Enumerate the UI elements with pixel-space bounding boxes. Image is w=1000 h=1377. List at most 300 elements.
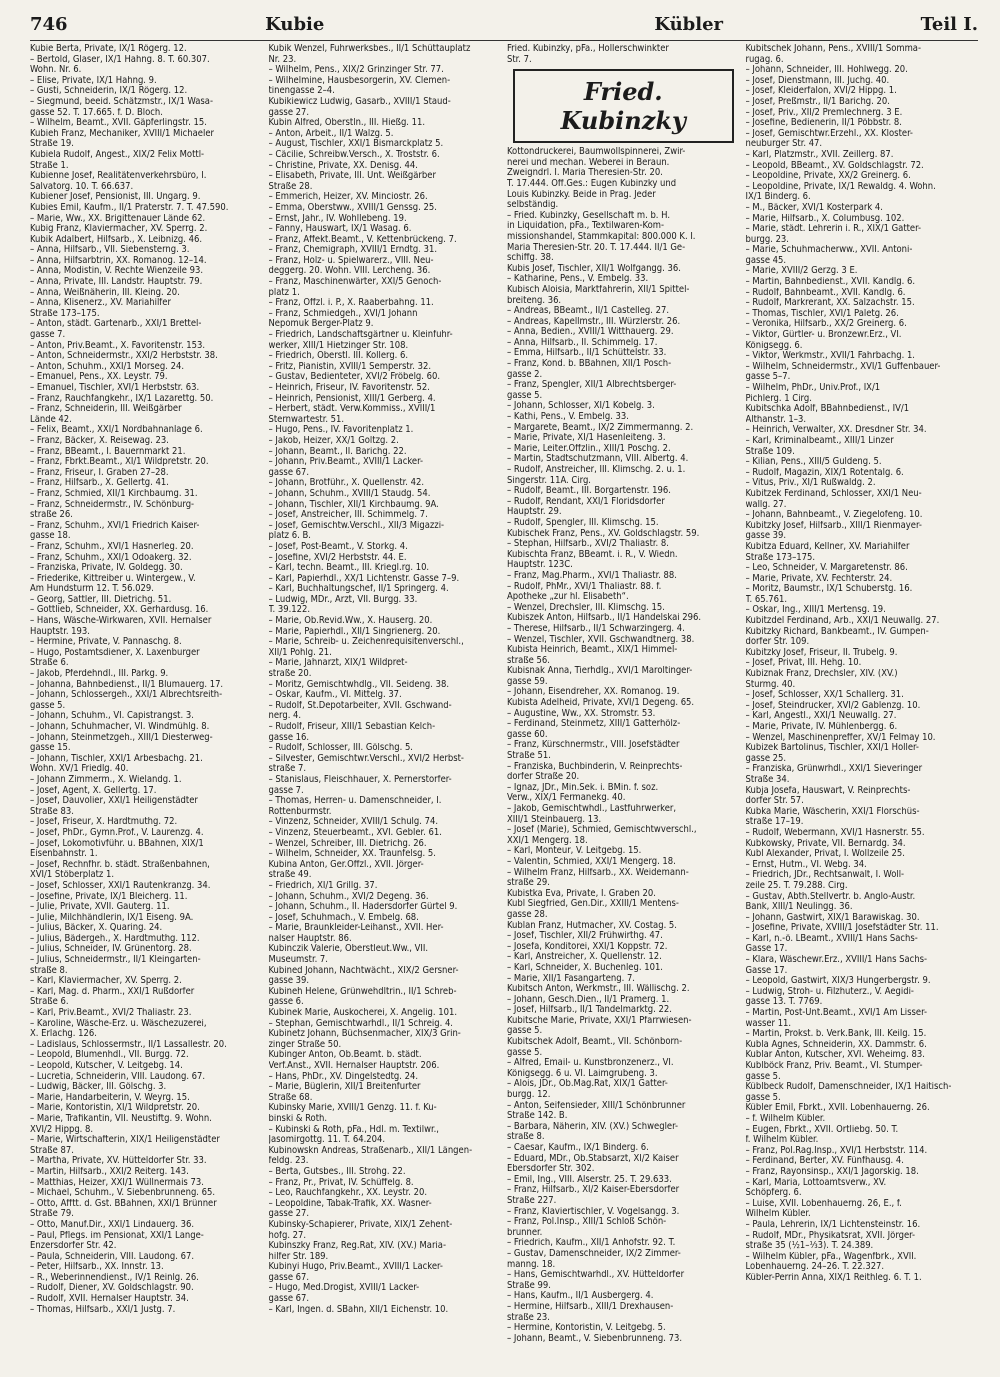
directory-entry: – Josef, Rechnfhr. b. städt. Straßenbahnen, (30, 859, 210, 870)
directory-entry: straße 49. (268, 870, 312, 881)
directory-entry: – Johann, Beamt., V. Siebenbrunneng. 73. (507, 1333, 683, 1344)
directory-entry: – Stephan, Gemischtwarhdl., II/1 Schreig. 4. (268, 1018, 453, 1029)
directory-entry: – Karl, Kriminalbeamt., XIII/1 Linzer (745, 435, 894, 446)
directory-entry: – Anna, Modistin, V. Rechte Wienzeile 93. (30, 266, 204, 277)
directory-entry: – Julie, Milchhändlerin, IX/1 Eiseng. 9A. (30, 912, 194, 923)
directory-entry: – Franz, Schmied, XII/1 Kirchbaumg. 31. (30, 488, 198, 499)
directory-entry: – Franz, Schuhm., XVI/1 Friedrich Kaiser- (30, 520, 200, 531)
directory-entry: Küblbeck Rudolf, Damenschneider, IX/1 Haitisch- (745, 1082, 952, 1093)
directory-entry: – Berta, Gutsbes., III. Strohg. 22. (268, 1166, 406, 1177)
directory-entry: Kubischta Franz, BBeamt. i. R., V. Wiedn. (507, 549, 678, 560)
directory-entry: – Friedrich, Kaufm., XII/1 Anhofstr. 92. T. (507, 1238, 676, 1249)
directory-entry: gasse 5. (507, 1026, 543, 1037)
directory-entry: Kubitsche Marie, Private, XXI/1 Pfarrwiesen- (507, 1015, 692, 1026)
directory-entry: – Anton, Arbeit., II/1 Walzg. 5. (268, 128, 394, 139)
directory-entry: – Wenzel, Schreiber, III. Dietrichg. 26. (268, 838, 427, 849)
directory-entry: Straße 99. (507, 1280, 551, 1291)
directory-entry: – Franz, Mag.Pharm., XVI/1 Thaliastr. 88. (507, 570, 677, 581)
directory-entry: – Christine, Private, XX. Denisg. 44. (268, 160, 418, 171)
header-keywords (265, 14, 723, 35)
directory-entry: Kubinyi Hugo, Priv.Beamt., XVIII/1 Lacker- (268, 1262, 443, 1273)
directory-entry: – Karl, Anstreicher, X. Quellenstr. 12. (507, 952, 662, 963)
directory-entry: – Marie, Schuhmacherww., XVII. Antoni- (745, 245, 913, 256)
directory-entry: – Josef, Dienstmann, III. Juchg. 40. (745, 75, 890, 86)
directory-entry: – Marie, Leiter.Offzlin., XIII/1 Poschg. 2. (507, 443, 671, 454)
directory-entry: – Michael, Schuhm., V. Siebenbrunneng. 65. (30, 1188, 216, 1199)
directory-entry: – Josefine, Private, IX/1 Bleicherg. 11. (30, 891, 188, 902)
directory-entry: – Marie, Schreib- u. Zeichenrequisitenverschl., (268, 637, 464, 648)
directory-entry: Kubienne Josef, Realitätenverkehrsbüro, I. (30, 171, 207, 182)
column-4 (746, 44, 979, 1369)
directory-entry: Wohn. Nr. 6. (30, 65, 82, 76)
directory-entry: T. 39.122. (268, 605, 311, 616)
directory-entry: straße 20. (268, 669, 312, 680)
directory-entry: Straße 28. (268, 181, 313, 192)
directory-entry: – Anton, Seifensieder, XIII/1 Schönbrunner (507, 1100, 686, 1111)
directory-entry: – Leo, Schneider, V. Margaretenstr. 86. (745, 563, 908, 574)
directory-entry: nerg. 4. (268, 711, 302, 722)
directory-entry: Hauptstr. 123C. (507, 560, 573, 571)
directory-entry: – Karl, Mag. d. Pharm., XXI/1 Rußdorfer (30, 986, 195, 997)
directory-entry: missionshandel, Stammkapital: 800.000 K. I. (507, 231, 696, 242)
directory-entry: – Vinzenz, Schneider, XVIII/1 Schulg. 74. (268, 817, 439, 828)
directory-entry: – Katharine, Pens., V. Embelg. 33. (507, 274, 649, 285)
directory-entry: Kubis Josef, Tischler, XII/1 Wolfgangg. 36. (507, 263, 681, 274)
directory-entry: gasse 2. (507, 369, 543, 380)
directory-entry: – Rudolf, Spengler, III. Klimschg. 15. (507, 517, 659, 528)
directory-entry: Kottondruckerei, Baumwollspinnerei, Zwir- (507, 147, 686, 158)
directory-entry: – Franz, Spengler, XII/1 Albrechtsberger- (507, 380, 677, 391)
directory-entry: – Viktor, Gürtler- u. Bronzewr.Erz., VI. (745, 330, 902, 341)
directory-entry: – Georg, Sattler, III. Dietrichg. 51. (30, 594, 172, 605)
directory-entry: Kubista Heinrich, Beamt., XIX/1 Himmel- (507, 645, 678, 656)
directory-entry: Kübler Emil, Fbrkt., XVII. Lobenhauerng. 26. (745, 1103, 930, 1114)
directory-entry: – Alois, JDr., Ob.Mag.Rat, XIX/1 Gatter- (507, 1079, 668, 1090)
directory-entry: – Franz, Hilfsarb., X. Gellertg. 41. (30, 478, 169, 489)
directory-entry: – Leopoldine, Private, XX/2 Greinerg. 6. (745, 171, 911, 182)
directory-entry: – Fanny, Hauswart, IX/1 Wasag. 6. (268, 224, 412, 235)
directory-entry: f. Wilhelm Kübler. (745, 1135, 819, 1146)
directory-entry: Kubischek Franz, Pens., XV. Goldschlagstr. 59. (507, 528, 700, 539)
directory-entry: – Anna, Private, III. Landstr. Hauptstr. 79. (30, 277, 203, 288)
directory-entry: – Heinrich, Friseur, IV. Favoritenstr. 52. (268, 383, 430, 393)
directory-entry: Kubinowskn Andreas, Straßenarb., XII/1 Längen- (268, 1145, 473, 1156)
directory-entry: dorfer Str. 57. (745, 796, 804, 807)
directory-entry: gasse 39. (745, 531, 787, 542)
directory-entry: Kubitschek Johann, Pens., XVIII/1 Somma- (745, 44, 922, 54)
directory-entry: Kubiszek Anton, Hilfsarb., II/1 Handelskai 296. (507, 613, 702, 624)
directory-entry: Straße 87. (30, 1145, 74, 1156)
directory-entry: gasse 27. (268, 1209, 310, 1220)
directory-entry: – Kubinski & Roth, pFa., Hdl. m. Textilwr., (268, 1124, 439, 1135)
directory-entry: – Hermine, Private, V. Pannaschg. 8. (30, 637, 182, 648)
directory-entry: – Franz, Rauchfangkehr., IX/1 Lazarettg. 50. (30, 393, 214, 404)
directory-entry: Kubista Adelheid, Private, XVI/1 Degeng. 65. (507, 698, 695, 709)
directory-entry: gasse 18. (30, 531, 71, 542)
directory-entry: – Franz, Kond. b. BBahnen, XII/1 Posch- (507, 359, 672, 370)
directory-entry: nerei und mechan. Weberei in Beraun. (507, 157, 670, 168)
directory-entry: – Josef, PhDr., Gymn.Prof., V. Laurenzg. 4. (30, 827, 204, 838)
directory-entry: – Franz, Pr., Privat, IV. Schüffelg. 8. (268, 1177, 414, 1188)
directory-entry: platz 1. (268, 287, 300, 298)
directory-entry: – Leopoldine, Private, IX/1 Rewaldg. 4. Wohn. (745, 181, 936, 192)
directory-entry: – Marie, Handarbeiterin, V. Weyrg. 15. (30, 1092, 190, 1103)
directory-entry: Straße 173–175. (745, 552, 816, 563)
directory-entry: – Johann, Schneider, III. Hohlwegg. 20. (745, 65, 908, 76)
directory-entry: – Wilhelm, Schneidermstr., XVI/1 Guffenbauer- (745, 361, 941, 372)
directory-entry: – Franz, Affekt.Beamt., V. Kettenbrückeng. 7. (268, 234, 457, 245)
directory-entry: – August, Tischler, XXI/1 Bismarckplatz 5. (268, 139, 444, 150)
directory-entry: – Marie, XII/1 Fasangarteng. 7. (507, 973, 635, 984)
directory-entry: Kubikiewicz Ludwig, Gasarb., XVIII/1 Staud- (268, 96, 451, 107)
directory-entry: – Marie, Ob.Revid.Ww., X. Hauserg. 20. (268, 616, 433, 627)
directory-entry: – Heinrich, Verwalter, XX. Dresdner Str. 34. (745, 425, 927, 436)
directory-entry: Bank, XIII/1 Neulingg. 36. (745, 902, 853, 913)
directory-entry: – Paul, Pflegs. im Pensionat, XXI/1 Lange- (30, 1230, 204, 1241)
directory-entry: – Anton, Priv.Beamt., X. Favoritenstr. 153. (30, 340, 206, 351)
directory-entry: – Friederike, Kittreiber u. Wintergew., V. (30, 573, 196, 584)
directory-entry: Kubitzky Richard, Bankbeamt., IV. Gumpen- (745, 626, 929, 637)
directory-entry: – Johann, Schlossergeh., XXI/1 Albrechtsreith- (30, 690, 223, 701)
directory-entry: burgg. 23. (745, 234, 789, 245)
directory-entry: Kubinczik Valerie, Oberstleut.Ww., VII. (268, 944, 429, 955)
directory-entry: – Franz, Rayonsinsp., XXI/1 Jagorskig. 18. (745, 1166, 919, 1177)
directory-entry: – Klara, Wäschewr.Erz., XVIII/1 Hans Sachs- (745, 955, 928, 966)
directory-entry: IX/1 Binderg. 6. (745, 192, 811, 203)
directory-entry: – Stephan, Hilfsarb., XVI/2 Thaliastr. 8. (507, 539, 669, 550)
directory-entry: – Johann, Gesch.Dien., II/1 Pramerg. 1. (507, 994, 670, 1005)
directory-entry: – Franz, Pol.Rag.Insp., XVI/1 Herbststr. 114. (745, 1145, 928, 1156)
directory-entry: – R., Weberinnendienst., IV/1 Reinlg. 26. (30, 1272, 199, 1283)
directory-entry: – Ludwig, Stroh- u. Filzhuterz., V. Aegidi- (745, 986, 914, 997)
directory-entry: Pichlerg. 1 Cirg. (745, 393, 812, 404)
directory-entry: Kubitschka Adolf, BBahnbedienst., IV/1 (745, 404, 910, 415)
directory-entry: – Valentin, Schmied, XXI/1 Mengerg. 18. (507, 856, 676, 867)
directory-entry: – Thomas, Tischler, XVI/1 Paletg. 26. (745, 308, 899, 319)
directory-entry: gasse 28. (507, 909, 548, 920)
column-3 (507, 44, 740, 1369)
directory-entry: – Marie, städt. Lehrerin i. R., XIX/1 Gatter- (745, 224, 922, 235)
header-rule (30, 40, 978, 41)
directory-entry: – Franz, Bäcker, X. Reisewag. 23. (30, 435, 169, 446)
directory-entry: Kubined Johann, Nachtwächt., XIX/2 Gersner- (268, 965, 459, 976)
directory-entry: Kubineh Helene, Grünwehdltrin., II/1 Schreb- (268, 986, 457, 997)
directory-entry: gasse 5. (745, 1092, 781, 1103)
directory-entry: – Martin, Hilfsarb., XXI/2 Reiterg. 143. (30, 1166, 189, 1177)
directory-entry: gasse 16. (268, 732, 310, 743)
directory-entry: – Josef, Priv., XII/2 Premlechnerg. 3 E. (745, 107, 903, 118)
directory-entry: dorfer Str. 109. (745, 637, 810, 648)
directory-entry: Sturmg. 40. (745, 679, 796, 690)
directory-entry: gasse 25. (745, 753, 787, 764)
directory-entry: Louis Kubinzky. Beide in Prag. Jeder (507, 189, 656, 200)
directory-entry: – Karl, Papierhdl., XX/1 Lichtenstr. Gasse 7–9. (268, 573, 460, 584)
directory-entry: Wohn. XV/1 Friedlg. 40. (30, 764, 129, 775)
directory-entry: – Marie, Wirtschafterin, XIX/1 Heiligenstädter (30, 1135, 220, 1146)
directory-entry: – Marie, Private, XV. Fechterstr. 24. (745, 573, 893, 584)
directory-entry: – Vitus, Priv., XI/1 Rußwaldg. 2. (745, 478, 876, 489)
directory-entry: – Leo, Rauchfangkehr., XX. Leystr. 20. (268, 1188, 428, 1199)
directory-entry: – Silvester, Gemischtwr.Verschl., XVI/2 Herbst- (268, 753, 464, 764)
directory-entry: XXI/1 Mengerg. 18. (507, 835, 588, 846)
directory-entry: Eisenbahnstr. 1. (30, 849, 98, 860)
directory-entry: – Matthias, Heizer, XXI/1 Wüllnermais 73. (30, 1177, 204, 1188)
directory-entry: – Elisabeth, Private, III. Unt. Weißgärber (268, 171, 436, 182)
directory-entry: straße 23. (507, 1312, 550, 1323)
directory-entry: – Wenzel, Tischler, XVII. Gschwandtnerg. 38. (507, 634, 695, 645)
directory-entry: – Hans, Wäsche-Wirkwaren, XVII. Hernalser (30, 616, 212, 627)
directory-entry: Kubiener Josef, Pensionist, III. Ungarg. 9. (30, 192, 201, 203)
directory-entry: platz 6. B. (268, 531, 311, 542)
directory-entry: – Rudolf, Diener, XV. Goldschlagstr. 90. (30, 1283, 194, 1294)
directory-entry: – Peter, Hilfsarb., XX. Innstr. 13. (30, 1262, 164, 1273)
directory-entry: – Franz, Pol.Insp., XIII/1 Schloß Schön- (507, 1217, 667, 1228)
directory-entry: – Franz, Hilfsarb., XI/2 Kaiser-Ebersdorfer (507, 1185, 680, 1196)
directory-entry: – Josef, Preßmstr., II/1 Barichg. 20. (745, 96, 890, 107)
directory-entry: – Josef, Schlosser, XXI/1 Rautenkranzg. 34. (30, 880, 211, 891)
directory-entry: – Therese, Hilfsarb., II/1 Schwarzingerg. 4. (507, 623, 685, 634)
directory-entry: – Rudolf, Bahnbeamt., XVII. Kandlg. 6. (745, 287, 906, 298)
directory-entry: – Karl, Ingen. d. SBahn, XII/1 Eichenstr. 10. (268, 1304, 449, 1315)
directory-entry: – Luise, XVII. Lobenhauerng. 26, E., f. (745, 1198, 902, 1209)
directory-entry: tinengasse 2–4. (268, 86, 335, 97)
directory-entry: Kublan Franz, Hutmacher, XV. Costag. 5. (507, 920, 677, 931)
directory-entry: Kubisnak Anna, Tierhdlg., XVI/1 Maroltinger- (507, 666, 693, 677)
directory-entry: – Rudolf, Webermann, XVI/1 Hasnerstr. 55. (745, 827, 925, 838)
directory-entry: – Emanuel, Pens., XX. Leystr. 79. (30, 372, 168, 383)
directory-entry: Str. 7. (507, 54, 532, 65)
directory-entry: – Rudolf, Friseur, XIII/1 Sebastian Kelch- (268, 722, 436, 732)
directory-entry: – Oskar, Kaufm., VI. Mittelg. 37. (268, 690, 402, 701)
directory-entry: Kubiela Rudolf, Angest., XIX/2 Felix Mottl- (30, 149, 205, 160)
directory-entry: gasse 5. (745, 1071, 781, 1082)
directory-entry: – Margarete, Beamt., IX/2 Zimmermanng. 2. (507, 422, 694, 433)
directory-entry: Kubl Siegfried, Gen.Dir., XXIII/1 Mentens- (507, 899, 679, 910)
directory-entry: Kubitzky Josef, Friseur, II. Trubelg. 9. (745, 647, 898, 658)
directory-entry: – Julius, Bädergeh., X. Hardtmuthg. 112. (30, 933, 200, 944)
directory-entry: – Jakob, Gemischtwhdl., Lastfuhrwerker, (507, 804, 677, 814)
directory-entry: straße 26. (30, 510, 73, 521)
directory-entry: – Friedrich, Landschaftsgärtner u. Kleinfuhr- (268, 330, 453, 341)
directory-entry: Kubinszky Franz, Reg.Rat, XIV. (XV.) Maria- (268, 1241, 446, 1252)
directory-entry: – Gusti, Schneiderin, IX/1 Rögerg. 12. (30, 86, 188, 97)
directory-entry: XIII/1 Steinbauerg. 13. (507, 814, 602, 825)
directory-entry: gasse 7. (30, 330, 66, 341)
directory-entry: gasse 67. (268, 1272, 310, 1283)
directory-entry: – Gustav, Abth.Stellvertr. b. Anglo-Austr. (745, 891, 916, 902)
directory-entry: Kubinek Marie, Auskocherei, X. Angelig. 101. (268, 1008, 458, 1019)
directory-entry: Kubkowsky, Private, VII. Bernardg. 34. (745, 838, 906, 849)
volume-label: Teil I. (920, 13, 978, 35)
directory-entry: – Hans, Gemischtwarhdl., XV. Hütteldorfer (507, 1270, 685, 1281)
directory-entry: – Leopold, Kutscher, V. Leitgebg. 14. (30, 1061, 183, 1071)
directory-entry: – Marie, Jahnarzt, XIX/1 Wildpret- (268, 658, 408, 669)
directory-entry: – Ferdinand, Steinmetz, XIII/1 Gatterhölz- (507, 719, 681, 730)
directory-entry: – Martin, Bahnbedienst., XVII. Kandlg. 6. (745, 277, 916, 288)
directory-entry: feldg. 23. (268, 1156, 309, 1167)
directory-entry: neuburger Str. 47. (745, 139, 823, 150)
directory-entry: – Rudolf, Schlosser, III. Gölschg. 5. (268, 743, 413, 754)
directory-entry: straße 17–19. (745, 817, 804, 828)
directory-entry: dorfer Straße 20. (507, 772, 580, 783)
directory-entry: – Wenzel, Drechsler, III. Klimschg. 15. (507, 602, 665, 613)
directory-entry: brunner. (507, 1227, 543, 1238)
directory-entry: – Julius, Bäcker, X. Quaring. 24. (30, 923, 163, 934)
directory-entry: Kubitschek Adolf, Beamt., VII. Schönborn- (507, 1037, 683, 1048)
directory-entry: – Martin, Stadtschutzmann, VIII. Albertg. 4. (507, 454, 689, 465)
directory-entry: – Johann, Schlosser, XI/1 Kobelg. 3. (507, 401, 655, 412)
directory-entry: Kubinsky Marie, XVIII/1 Genzg. 11. f. Ku- (268, 1103, 437, 1114)
directory-entry: breiteng. 36. (507, 295, 562, 306)
directory-entry: – Wilhelm Kübler, pFa., Wagenfbrk., XVII. (745, 1251, 917, 1262)
directory-entry: Kubies Emil, Kaufm., II/1 Praterstr. 7. T. 47.590. (30, 202, 229, 213)
directory-entry: Kubja Josefa, Hauswart, V. Reinprechts- (745, 785, 911, 796)
directory-entry: X. Erlachg. 126. (30, 1029, 97, 1040)
directory-entry: – Anna, Hilfsarb., VII. Siebensterng. 3. (30, 245, 190, 256)
directory-entry: – Anna, Klisenerz., XV. Mariahilfer (30, 298, 171, 309)
directory-entry: – Anna, Hilfsarb., II. Schimmelg. 17. (507, 337, 658, 348)
directory-entry: gasse 67. (268, 1294, 310, 1305)
directory-entry: Königsegg. 6. (745, 340, 803, 351)
directory-entry: hofg. 27. (268, 1230, 307, 1241)
directory-entry: – Franz, Maschinenwärter, XXI/5 Genoch- (268, 277, 442, 288)
directory-entry: Salvatorg. 10. T. 66.637. (30, 181, 134, 192)
directory-entry: Kubitza Eduard, Kellner, XV. Mariahilfer (745, 541, 910, 552)
directory-entry: straße 8. (30, 965, 68, 976)
directory-entry: – Karoline, Wäsche-Erz. u. Wäschezuzerei, (30, 1018, 207, 1029)
directory-entry: Kublböck Franz, Priv. Beamt., VI. Stumper- (745, 1061, 923, 1071)
directory-entry: – Moritz, Baumstr., IX/1 Schuberstg. 16. (745, 584, 913, 595)
directory-entry: – M., Bäcker, XVI/1 Kosterpark 4. (745, 202, 883, 213)
directory-entry: XVI/2 Hippg. 8. (30, 1124, 94, 1135)
directory-entry: – Julius, Schneider, IV. Grünentorg. 28. (30, 944, 192, 955)
directory-entry: – Josef, Schuhmach., V. Embelg. 68. (268, 912, 419, 923)
directory-entry: gasse 5. (30, 700, 66, 711)
directory-entry: hilfer Str. 189. (268, 1251, 329, 1262)
directory-entry: – Josef, Dauvolier, XXI/1 Heiligenstädter (30, 796, 198, 807)
directory-entry: – Martin, Post-Unt.Beamt., XVI/1 Am Lisser- (745, 1008, 928, 1019)
directory-entry: – Josefine, Bedienerin, II/1 Pöbbstr. 8. (745, 118, 902, 129)
directory-entry: Lände 42. (30, 414, 72, 425)
directory-entry: – Rudolf, PhMr., XVI/1 Thaliastr. 88. f. (507, 581, 662, 592)
directory-entry: – Fritz, Pianistin, XVIII/1 Semperstr. 32. (268, 361, 432, 372)
directory-entry: – Franz, Friseur, I. Graben 27–28. (30, 467, 169, 478)
directory-entry: – Rudolf, MDr., Physikatsrat, XVII. Jörger- (745, 1230, 916, 1241)
directory-entry: Straße 83. (30, 806, 74, 817)
directory-entry: – Martha, Private, XV. Hütteldorfer Str. 33. (30, 1156, 207, 1167)
directory-entry: Enzersdorfer Str. 42. (30, 1241, 117, 1252)
directory-entry: Straße 79. (30, 1209, 74, 1220)
directory-entry: Kubistka Eva, Private, I. Graben 20. (507, 888, 656, 899)
directory-entry: – Franz, Offzl. i. P., X. Raaberbahng. 11. (268, 298, 434, 309)
directory-entry: – Viktor, Werkmstr., XVII/1 Fahrbachg. 1. (745, 351, 915, 362)
directory-entry: Kubina Anton, Ger.Offzl., XVII. Jörger- (268, 859, 424, 870)
directory-entry: gasse 39. (268, 976, 310, 987)
directory-entry: Am Hundsturm 12. T. 56.029. (30, 584, 154, 595)
directory-entry: Straße 109. (745, 446, 795, 457)
directory-entry: Rottenburmstr. (268, 806, 332, 817)
directory-entry: – Caesar, Kaufm., IX/1 Binderg. 6. (507, 1143, 649, 1153)
directory-entry: werker, XIII/1 Hietzinger Str. 108. (268, 340, 409, 351)
column-2 (269, 44, 502, 1369)
directory-entry: – Friedrich, XI/1 Grillg. 37. (268, 880, 378, 891)
directory-entry: – Franz, Kürschnermstr., VIII. Josefstädter (507, 740, 680, 751)
directory-entry: deggerg. 20. Wohn. VIII. Lercheng. 36. (268, 266, 431, 277)
directory-entry: selbständig. (507, 200, 559, 211)
directory-entry: – Hugo, Postamtsdiener, X. Laxenburger (30, 647, 200, 658)
directory-entry: – Thomas, Herren- u. Damenschneider, I. (268, 796, 442, 807)
directory-entry: – Hugo, Pens., IV. Favoritenplatz 1. (268, 425, 414, 436)
directory-entry: – Johann, Schuhm., II. Hadersdorfer Gürtel 9. (268, 902, 458, 913)
directory-entry: – Wilhelm, Schneider, XX. Traunfelsg. 5. (268, 849, 436, 860)
directory-entry: – Karl, n.-ö. LBeamt., XVIII/1 Hans Sachs- (745, 933, 918, 944)
directory-entry: gasse 59. (507, 676, 548, 687)
directory-entry: Zweigndrl. I. Maria Theresien-Str. 20. (507, 168, 663, 179)
directory-entry: – Wilhelm Franz, Hilfsarb., XX. Weidemann- (507, 867, 689, 878)
directory-entry: – Josef, Gemischtwr.Erzehl., XX. Kloster- (745, 128, 913, 139)
directory-columns (30, 44, 978, 1369)
directory-entry: Kubitzdel Ferdinand, Arb., XXI/1 Neuwallg. 27. (745, 616, 940, 627)
directory-entry: – Josef, Kleiderfalon, XVI/2 Hippg. 1. (745, 86, 897, 97)
directory-entry: Straße 173–175. (30, 308, 100, 319)
directory-entry: Apotheke „zur hl. Elisabeth“. (507, 592, 629, 603)
directory-entry: – Anton, Schneidermstr., XXI/2 Herbststr. 38. (30, 351, 218, 362)
directory-entry: – Fried. Kubinzky, Gesellschaft m. b. H. (507, 210, 671, 221)
directory-entry: – Johann Zimmerm., X. Wielandg. 1. (30, 774, 182, 785)
directory-entry: Kubin Alfred, Oberstln., III. Hießg. 11. (268, 118, 426, 129)
directory-entry: Kubiznak Franz, Drechsler, XIV. (XV.) (745, 669, 898, 680)
directory-entry: manng. 18. (507, 1259, 556, 1270)
directory-entry: – Wilhelmine, Hausbesorgerin, XV. Clemen- (268, 75, 451, 86)
directory-entry: – Leopold, Gastwirt, XIX/3 Hungerbergstr. 9. (745, 976, 931, 987)
directory-entry: Wilhelm Kübler. (745, 1209, 811, 1220)
directory-entry: Nepomuk Berger-Platz 9. (268, 319, 374, 330)
directory-entry: – Franziska, Private, IV. Goldegg. 30. (30, 563, 183, 574)
directory-entry: – Josefine, Private, XVIII/1 Josefstädter Str. 11. (745, 923, 939, 934)
directory-entry: Hauptstr. 29. (507, 507, 562, 518)
directory-entry: – Otto, Afftt. d. Gst. BBahnen, XXI/1 Brünner (30, 1198, 217, 1209)
directory-entry: Sternwartestr. 51. (268, 414, 345, 425)
directory-entry: Gasse 17. (745, 944, 788, 955)
directory-entry: – Marie, Trafikantin, VII. Neustiftg. 9. Wohn. (30, 1113, 212, 1124)
directory-entry: Jasomirgottg. 11. T. 64.204. (268, 1135, 386, 1146)
directory-entry: – Cäcilie, Schreibw.Versch., X. Troststr. 6. (268, 149, 440, 160)
directory-entry: – Johann, Tischler, XXI/1 Arbesbachg. 21. (30, 753, 203, 764)
directory-entry: – Gottlieb, Schneider, XX. Gerhardusg. 16. (30, 605, 209, 616)
directory-entry: – Ignaz, JDr., Min.Sek. i. BMin. f. soz. (507, 782, 659, 793)
directory-entry: Straße 51. (507, 751, 551, 762)
directory-entry: Kubie Berta, Private, IX/1 Rögerg. 12. (30, 44, 187, 54)
directory-entry: Kubitzky Josef, Hilfsarb., XIII/1 Rienmayer- (745, 520, 922, 531)
directory-entry: – Josef, Steindrucker, XVI/2 Gablenzg. 10. (745, 700, 921, 711)
directory-entry: Kubl Alexander, Privat, I. Wollzeile 25. (745, 849, 905, 860)
directory-entry: Straße 227. (507, 1195, 557, 1206)
directory-entry: – Martin, Prokst. b. Verk.Bank, III. Keilg. 15. (745, 1029, 927, 1040)
directory-entry: – Kilian, Pens., XIII/5 Guldeng. 5. (745, 457, 882, 468)
directory-entry: Kubitzek Ferdinand, Schlosser, XXI/1 Neu- (745, 488, 922, 499)
directory-entry: Kubinger Anton, Ob.Beamt. b. städt. (268, 1050, 422, 1061)
directory-entry: – Julie, Private, XVII. Gauterg. 11. (30, 902, 170, 913)
directory-entry: Kubisch Aloisia, Marktfahrerin, XII/1 Spittel- (507, 284, 690, 295)
directory-entry: – Johann, Beamt., II. Barichg. 22. (268, 446, 407, 457)
directory-entry: Kubinsky-Schapierer, Private, XIX/1 Zehent- (268, 1219, 453, 1230)
directory-entry: Gasse 17. (745, 965, 788, 976)
directory-entry: straße 56. (507, 655, 550, 666)
directory-entry: gasse 5. (507, 390, 543, 401)
directory-entry: Althanstr. 1–3. (745, 414, 807, 425)
directory-entry: – Otto, Manuf.Dir., XXI/1 Lindauerg. 36. (30, 1219, 195, 1230)
directory-entry: Kubik Adalbert, Hilfsarb., X. Leibnizg. 46. (30, 234, 203, 245)
